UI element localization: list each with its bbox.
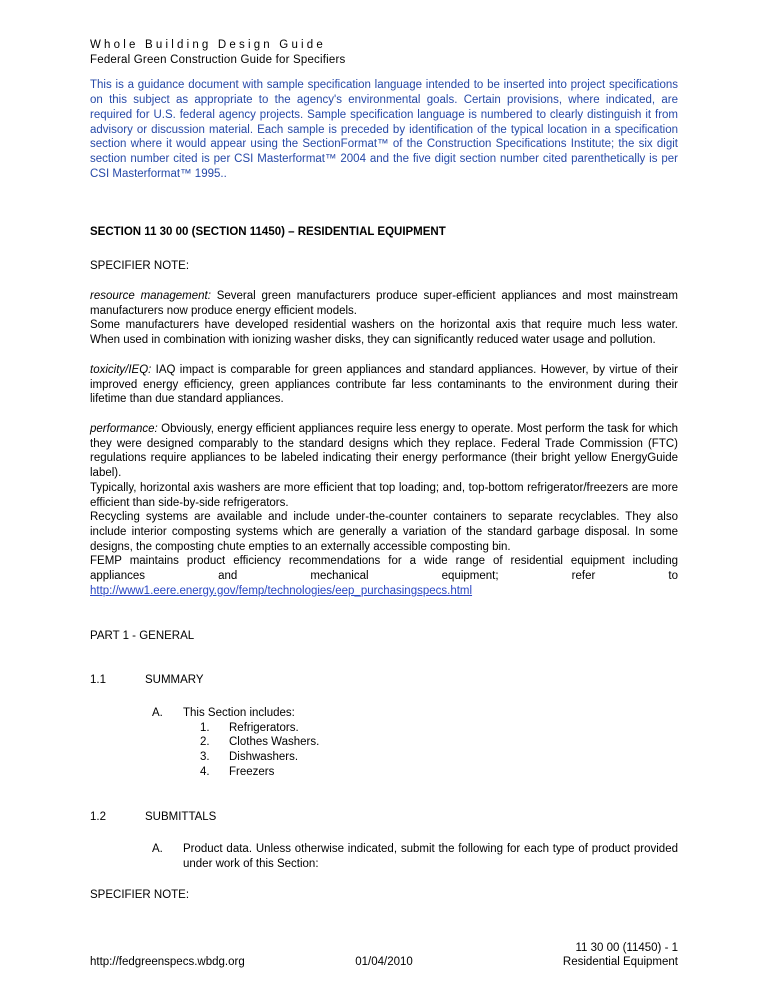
paragraph-text: This Section includes:	[183, 707, 295, 719]
note-paragraph	[90, 289, 678, 318]
paragraph-body	[183, 706, 678, 780]
list-item-text: Dishwashers.	[229, 751, 299, 764]
note-paragraph: Some manufacturers have developed residential washers on the horizontal axis that require much less water. When used in combination with ionizing washer disks, they can significantly reduced water usage and pollution.	[90, 319, 678, 347]
note-paragraph	[90, 422, 678, 481]
list-item-number: 4.	[200, 765, 210, 778]
article-number: 1.1	[90, 674, 106, 687]
list-item-text: Refrigerators.	[229, 721, 299, 734]
specifier-note-label: SPECIFIER NOTE:	[90, 260, 190, 273]
part1-title: PART 1 - GENERAL	[90, 629, 195, 642]
resource-management-note	[90, 289, 678, 348]
article-row-summary	[90, 673, 678, 688]
footer-page-info	[482, 941, 678, 970]
document-header	[90, 38, 678, 67]
note-term: toxicity/IEQ:	[90, 363, 152, 376]
paragraph-item	[152, 706, 678, 780]
guidance-paragraph: This is a guidance document with sample specification language intended to be inserted into project specifications on this subject as appropriate to the agency's environmental goals. Certain provisions, where indicated, are required for U.S. federal agency projects. Sample specification language is numbered to clearly distinguish it from advisory or discussion material. Each sample is preceded by identification of the typical location in a specification section where it would appear using the SectionFormat™ of the Construction Specifications Institute; the six digit section number cited is per CSI Masterformat™ 2004 and the five digit section number cited parenthetically is per CSI Masterformat™ 1995..	[90, 79, 678, 180]
article-number: 1.2	[90, 810, 106, 823]
list-item-text: Freezers	[229, 765, 275, 778]
performance-note	[90, 422, 678, 599]
note-term: resource management:	[90, 289, 211, 302]
article-title: SUBMITTALS	[145, 810, 217, 823]
list-item-number: 1.	[200, 721, 210, 734]
subitem-list	[183, 721, 678, 780]
doc-subtitle: Federal Green Construction Guide for Specifiers	[90, 53, 346, 66]
list-item	[200, 765, 678, 780]
note-paragraph	[90, 363, 678, 407]
list-item-text: Clothes Washers.	[229, 736, 320, 749]
paragraph-item	[152, 842, 678, 871]
footer-date: 01/04/2010	[355, 956, 413, 969]
paragraph-body	[183, 842, 678, 871]
note-paragraph: Recycling systems are available and include under-the-counter containers to separate recyclables. They also include interior composting systems which are generally a variation of the standard garbage disposal. In some designs, the composting chute empties to an externally accessible composting bin.	[90, 511, 678, 553]
article-title: SUMMARY	[145, 674, 204, 687]
list-item	[200, 750, 678, 765]
note-term: performance:	[90, 422, 158, 435]
list-item-number: 2.	[200, 736, 210, 749]
doc-title: Whole Building Design Guide	[90, 39, 326, 51]
section-heading: SECTION 11 30 00 (SECTION 11450) – RESIDENTIAL EQUIPMENT	[90, 226, 446, 239]
paragraph-letter: A.	[152, 707, 163, 719]
list-item-number: 3.	[200, 751, 210, 764]
note-paragraph: Typically, horizontal axis washers are more efficient that top loading; and, top-bottom refrigerator/freezers are more efficient than side-by-side refrigerators.	[90, 481, 678, 509]
footer-url: http://fedgreenspecs.wbdg.org	[90, 956, 245, 969]
footer-section-number: 11 30 00 (11450) - 1	[575, 941, 678, 954]
toxicity-ieq-note	[90, 363, 678, 407]
note-text: Several green manufacturers produce super-efficient appliances and most mainstream manufacturers now produce energy efficient models.	[90, 289, 678, 317]
page-footer	[90, 941, 678, 970]
femp-purchasing-specs-link[interactable]: http://www1.eere.energy.gov/femp/technologies/eep_purchasingspecs.html	[90, 584, 473, 597]
list-item	[200, 721, 678, 736]
note-text: IAQ impact is comparable for green appliances and standard appliances. However, by virtue of their improved energy efficiency, green appliances contribute far less contaminants to the environment during their lifetime than due standard appliances.	[90, 363, 678, 406]
paragraph-letter: A.	[152, 843, 163, 856]
specifier-note-label: SPECIFIER NOTE:	[90, 888, 190, 901]
note-text: Obviously, energy efficient appliances require less energy to operate. Most perform the task for which they were designed comparably to the standard designs which they replace. Federal Trade Commission (FTC) regulations require appliances to be labeled indicating their energy performance (their bright yellow EnergyGuide label).	[90, 422, 679, 480]
list-item	[200, 735, 678, 750]
note-paragraph	[90, 584, 678, 599]
paragraph-text: Product data. Unless otherwise indicated, submit the following for each type of product provided under work of this Section:	[183, 843, 678, 871]
footer-section-title: Residential Equipment	[562, 956, 678, 969]
article-row-submittals	[90, 810, 678, 825]
note-paragraph: FEMP maintains product efficiency recommendations for a wide range of residential equipment including appliances and mechanical equipment; refer to	[90, 555, 678, 583]
